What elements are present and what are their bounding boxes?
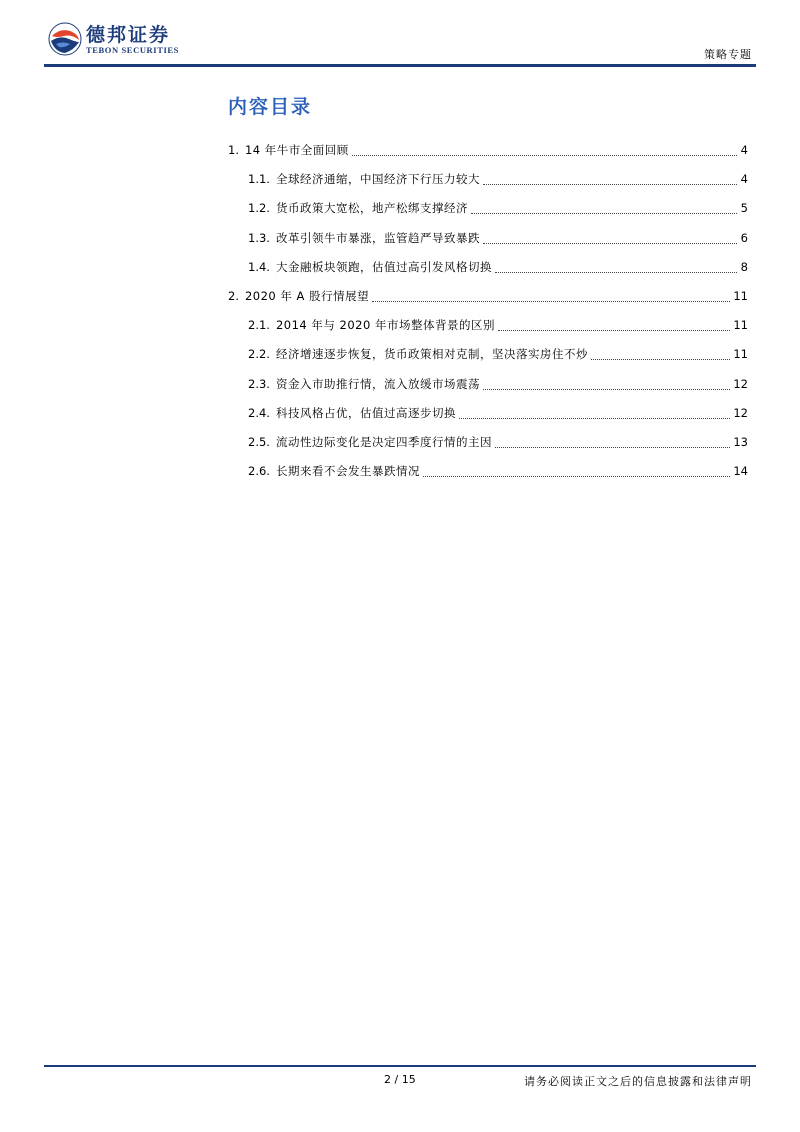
toc-dot-leader <box>498 320 730 331</box>
toc-entry[interactable] <box>228 434 748 463</box>
toc-entry-page: 6 <box>740 230 748 245</box>
toc-entry[interactable] <box>228 171 748 200</box>
toc-entry-page: 8 <box>740 259 748 274</box>
toc-entry[interactable] <box>228 142 748 171</box>
toc-list <box>228 142 748 492</box>
toc-entry-title: 流动性边际变化是决定四季度行情的主因 <box>275 434 492 449</box>
toc-entry-page: 5 <box>740 201 748 216</box>
disclaimer-text: 请务必阅读正文之后的信息披露和法律声明 <box>524 1075 752 1088</box>
toc-dot-leader <box>471 203 737 214</box>
toc-entry-title: 大金融板块领跑，估值过高引发风格切换 <box>275 259 492 274</box>
toc-dot-leader <box>459 408 730 419</box>
toc-entry-title: 长期来看不会发生暴跌情况 <box>275 464 420 479</box>
toc-entry-number: 2.6. <box>248 464 270 479</box>
toc-entry-number: 2.1. <box>248 318 270 333</box>
toc-dot-leader <box>495 262 737 273</box>
toc-dot-leader <box>423 466 730 477</box>
toc-entry-number: 2.3. <box>248 376 270 391</box>
report-type-label: 策略专题 <box>704 48 752 61</box>
toc-entry[interactable] <box>228 405 748 434</box>
toc-dot-leader <box>372 291 730 302</box>
toc-entry-number: 1. <box>228 143 239 157</box>
toc-entry-number: 2.4. <box>248 405 270 420</box>
tebon-logo <box>48 20 188 60</box>
logo-english-name: TEBON SECURITIES <box>86 45 179 55</box>
tebon-logo-icon <box>48 22 82 56</box>
toc-dot-leader <box>483 174 737 185</box>
toc-entry-page: 11 <box>733 318 748 333</box>
toc-entry-number: 2.5. <box>248 434 270 449</box>
toc-entry-title: 改革引领牛市暴涨，监管趋严导致暴跌 <box>275 230 480 245</box>
toc-entry-title: 14 年牛市全面回顾 <box>244 143 349 157</box>
toc-entry-number: 2.2. <box>248 347 270 362</box>
toc-dot-leader <box>352 145 737 156</box>
logo-chinese-name: 德邦证券 <box>86 24 171 46</box>
toc-entry[interactable] <box>228 376 748 405</box>
toc-entry[interactable] <box>228 463 748 492</box>
toc-entry-title: 资金入市助推行情，流入放缓市场震荡 <box>275 376 480 391</box>
page-header <box>0 0 800 70</box>
toc-entry-title: 2020 年 A 股行情展望 <box>244 288 370 303</box>
toc-entry-page: 11 <box>733 347 748 362</box>
toc-dot-leader <box>483 233 737 244</box>
toc-entry-page: 13 <box>733 434 748 449</box>
toc-entry[interactable] <box>228 346 748 375</box>
toc-entry[interactable] <box>228 317 748 346</box>
toc-entry-title: 经济增速逐步恢复，货币政策相对克制，坚决落实房住不炒 <box>275 347 588 362</box>
page-number: 2 / 15 <box>384 1073 416 1086</box>
toc-entry-title: 2014 年与 2020 年市场整体背景的区别 <box>275 318 495 333</box>
toc-entry-number: 1.4. <box>248 259 270 274</box>
toc-entry[interactable] <box>228 200 748 229</box>
toc-dot-leader <box>495 437 730 448</box>
footer-divider <box>44 1065 756 1067</box>
toc-entry[interactable] <box>228 230 748 259</box>
toc-entry-page: 4 <box>740 143 748 157</box>
toc-entry-number: 1.2. <box>248 201 270 216</box>
toc-title: 内容目录 <box>228 96 313 118</box>
toc-entry-page: 12 <box>733 405 748 420</box>
toc-entry-page: 11 <box>733 288 748 303</box>
toc-entry-number: 2. <box>228 288 239 303</box>
toc-entry-title: 科技风格占优，估值过高逐步切换 <box>275 405 456 420</box>
toc-entry[interactable] <box>228 288 748 317</box>
toc-entry-title: 全球经济通缩，中国经济下行压力较大 <box>275 172 480 187</box>
toc-dot-leader <box>483 379 730 390</box>
toc-entry-number: 1.3. <box>248 230 270 245</box>
toc-entry-page: 14 <box>733 464 748 479</box>
toc-entry-page: 12 <box>733 376 748 391</box>
toc-entry-page: 4 <box>740 172 748 187</box>
header-divider <box>44 64 756 67</box>
toc-entry-number: 1.1. <box>248 172 270 187</box>
toc-dot-leader <box>591 349 730 360</box>
toc-entry-title: 货币政策大宽松，地产松绑支撑经济 <box>275 201 468 216</box>
toc-entry[interactable] <box>228 259 748 288</box>
table-of-contents <box>228 92 748 492</box>
